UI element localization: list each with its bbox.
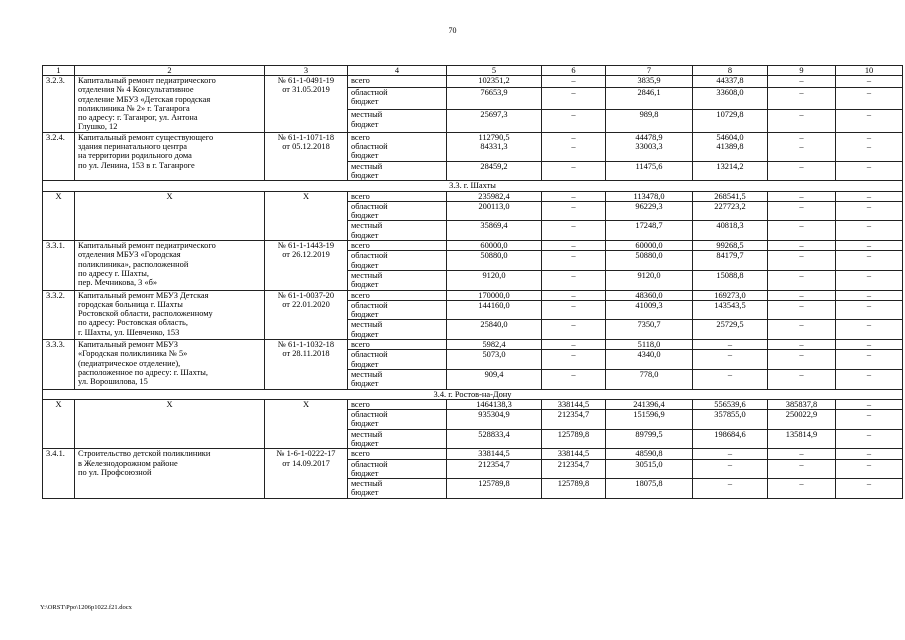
item-number: 3.2.4. <box>43 132 75 180</box>
value-cell-v5: 212354,7 <box>447 459 542 479</box>
value-cell-v9: – <box>768 76 836 88</box>
value-cell-v8: 99268,5 <box>693 241 768 251</box>
value-cell-v7: 778,0 <box>606 369 693 389</box>
funding-source: местный бюджет <box>348 429 447 449</box>
value-cell-v8: – <box>693 340 768 350</box>
value-cell-v6: – <box>542 221 606 241</box>
value-cell-v5: 170000,0 <box>447 290 542 300</box>
value-cell-v5: 102351,2 <box>447 76 542 88</box>
value-cell-v5: 338144,5 <box>447 449 542 459</box>
value-cell-v8: 169273,0 <box>693 290 768 300</box>
header-cell: 2 <box>75 66 265 76</box>
value-cell-v6: – <box>542 241 606 251</box>
value-cell-v7: 48360,0 <box>606 290 693 300</box>
value-cell-v6: – <box>542 300 606 320</box>
value-cell-v8: 15088,8 <box>693 270 768 290</box>
value-cell-v10: – <box>836 290 903 300</box>
value-cell-v6: 212354,7 <box>542 410 606 430</box>
value-cell-v5: 528833,4 <box>447 429 542 449</box>
value-cell-v7: 30515,0 <box>606 459 693 479</box>
value-cell-v8: – <box>693 479 768 499</box>
value-cell-v6: 338144,5 <box>542 399 606 409</box>
funding-source: местный бюджет <box>348 161 447 181</box>
value-cell-v6: – <box>542 320 606 340</box>
funding-source: всего <box>348 399 447 409</box>
value-cell-v9: – <box>768 110 836 133</box>
value-cell-v9: 250022,9 <box>768 410 836 430</box>
item-number: 3.3.1. <box>43 241 75 290</box>
value-cell-v9: – – <box>768 132 836 161</box>
value-cell-v8: 556539,6 <box>693 399 768 409</box>
funding-source: местный бюджет <box>348 369 447 389</box>
funding-source: областной бюджет <box>348 201 447 221</box>
value-cell-v6: 338144,5 <box>542 449 606 459</box>
item-name: X <box>75 399 265 448</box>
funding-source: всего <box>348 449 447 459</box>
value-cell-v6: – <box>542 201 606 221</box>
item-name: X <box>75 191 265 240</box>
item-document: № 61-1-0037-20 от 22.01.2020 <box>265 290 348 339</box>
value-cell-v9: – <box>768 320 836 340</box>
item-name: Капитальный ремонт МБУЗ Детская городская больница г. Шахты Ростовской области, расположенному по адресу: Ростовская область, г. Шахты, ул. Шевченко, 153 <box>75 290 265 339</box>
header-cell: 6 <box>542 66 606 76</box>
funding-source: областной бюджет <box>348 459 447 479</box>
funding-source: областной бюджет <box>348 300 447 320</box>
funding-source: областной бюджет <box>348 410 447 430</box>
table-row <box>43 290 903 300</box>
value-cell-v8: 40818,3 <box>693 221 768 241</box>
value-cell-v7: 89799,5 <box>606 429 693 449</box>
value-cell-v6: – <box>542 350 606 370</box>
value-cell-v8: – <box>693 449 768 459</box>
value-cell-v5: 125789,8 <box>447 479 542 499</box>
value-cell-v9: – <box>768 251 836 271</box>
item-document: X <box>265 399 348 448</box>
value-cell-v10: – <box>836 459 903 479</box>
value-cell-v10: – <box>836 201 903 221</box>
value-cell-v7: 113478,0 <box>606 191 693 201</box>
value-cell-v9: – <box>768 479 836 499</box>
item-number: 3.3.2. <box>43 290 75 339</box>
value-cell-v10: – <box>836 449 903 459</box>
value-cell-v7: 151596,9 <box>606 410 693 430</box>
header-cell: 3 <box>265 66 348 76</box>
value-cell-v5: 60000,0 <box>447 241 542 251</box>
table-row <box>43 76 903 88</box>
value-cell-v6: – – <box>542 132 606 161</box>
value-cell-v9: – <box>768 369 836 389</box>
table-row <box>43 399 903 409</box>
funding-source: местный бюджет <box>348 270 447 290</box>
value-cell-v9: – <box>768 350 836 370</box>
funding-source: всего <box>348 76 447 88</box>
value-cell-v7: 60000,0 <box>606 241 693 251</box>
file-path-footer: Y:\ORST\Ppo\1206p1022.f21.docx <box>40 604 132 611</box>
value-cell-v10: – – <box>836 132 903 161</box>
value-cell-v7: 48590,8 <box>606 449 693 459</box>
item-number: X <box>43 191 75 240</box>
value-cell-v7: 17248,7 <box>606 221 693 241</box>
header-cell: 5 <box>447 66 542 76</box>
value-cell-v10: – <box>836 251 903 271</box>
value-cell-v6: – <box>542 76 606 88</box>
value-cell-v5: 5982,4 <box>447 340 542 350</box>
value-cell-v5: 76653,9 <box>447 87 542 109</box>
item-name: Капитальный ремонт педиатрического отделения № 4 Консультативное отделение МБУЗ «Детская городская поликлиника № 2» г. Таганрога по адресу: г. Таганрог, ул. Антона Глушко, 12 <box>75 76 265 133</box>
value-cell-v7: 50880,0 <box>606 251 693 271</box>
value-cell-v8: 268541,5 <box>693 191 768 201</box>
header-cell: 9 <box>768 66 836 76</box>
value-cell-v9: – <box>768 201 836 221</box>
value-cell-v7: 5118,0 <box>606 340 693 350</box>
value-cell-v7: 18075,8 <box>606 479 693 499</box>
value-cell-v10: – <box>836 369 903 389</box>
value-cell-v5: 35869,4 <box>447 221 542 241</box>
section-title: 3.3. г. Шахты <box>43 181 903 191</box>
value-cell-v5: 25697,3 <box>447 110 542 133</box>
value-cell-v7: 11475,6 <box>606 161 693 181</box>
value-cell-v6: 212354,7 <box>542 459 606 479</box>
funding-source: областной бюджет <box>348 251 447 271</box>
value-cell-v10: – <box>836 270 903 290</box>
value-cell-v8: 198684,6 <box>693 429 768 449</box>
value-cell-v8: – <box>693 350 768 370</box>
value-cell-v5: 9120,0 <box>447 270 542 290</box>
value-cell-v5: 28459,2 <box>447 161 542 181</box>
value-cell-v10: – <box>836 479 903 499</box>
funding-source: всего <box>348 290 447 300</box>
value-cell-v8: 84179,7 <box>693 251 768 271</box>
value-cell-v7: 9120,0 <box>606 270 693 290</box>
funding-source: всего <box>348 241 447 251</box>
section-row <box>43 181 903 191</box>
header-cell: 1 <box>43 66 75 76</box>
value-cell-v10: – <box>836 429 903 449</box>
item-document: № 1-6-1-0222-17 от 14.09.2017 <box>265 449 348 498</box>
value-cell-v7: 3835,9 <box>606 76 693 88</box>
value-cell-v9: – <box>768 270 836 290</box>
value-cell-v10: – <box>836 410 903 430</box>
value-cell-v7: 7350,7 <box>606 320 693 340</box>
value-cell-v8: 33608,0 <box>693 87 768 109</box>
value-cell-v9: – <box>768 191 836 201</box>
value-cell-v10: – <box>836 241 903 251</box>
value-cell-v6: 125789,8 <box>542 429 606 449</box>
value-cell-v9: – <box>768 241 836 251</box>
table-row <box>43 191 903 201</box>
value-cell-v9: – <box>768 221 836 241</box>
item-number: 3.4.1. <box>43 449 75 498</box>
value-cell-v7: 241396,4 <box>606 399 693 409</box>
value-cell-v10: – <box>836 320 903 340</box>
value-cell-v5: 935304,9 <box>447 410 542 430</box>
value-cell-v5: 5073,0 <box>447 350 542 370</box>
value-cell-v9: – <box>768 300 836 320</box>
value-cell-v5: 909,4 <box>447 369 542 389</box>
table-row <box>43 132 903 161</box>
header-row <box>43 66 903 76</box>
value-cell-v10: – <box>836 300 903 320</box>
item-document: № 61-1-0491-19 от 31.05.2019 <box>265 76 348 133</box>
value-cell-v9: – <box>768 459 836 479</box>
value-cell-v5: 1464138,3 <box>447 399 542 409</box>
value-cell-v7: 4340,0 <box>606 350 693 370</box>
funding-source: всего <box>348 340 447 350</box>
page-number: 70 <box>448 26 457 35</box>
value-cell-v7: 96229,3 <box>606 201 693 221</box>
value-cell-v10: – <box>836 221 903 241</box>
funding-source: областной бюджет <box>348 87 447 109</box>
section-row <box>43 389 903 399</box>
value-cell-v9: – <box>768 340 836 350</box>
value-cell-v8: 357855,0 <box>693 410 768 430</box>
table-row <box>43 340 903 350</box>
header-cell: 8 <box>693 66 768 76</box>
item-document: № 61-1-1071-18 от 05.12.2018 <box>265 132 348 180</box>
value-cell-v6: – <box>542 161 606 181</box>
value-cell-v9: 385837,8 <box>768 399 836 409</box>
value-cell-v5: 144160,0 <box>447 300 542 320</box>
value-cell-v8: 10729,8 <box>693 110 768 133</box>
table-row <box>43 449 903 459</box>
funding-source: местный бюджет <box>348 221 447 241</box>
value-cell-v8: 54604,0 41389,8 <box>693 132 768 161</box>
value-cell-v6: – <box>542 87 606 109</box>
header-cell: 7 <box>606 66 693 76</box>
item-document: X <box>265 191 348 240</box>
header-cell: 10 <box>836 66 903 76</box>
value-cell-v8: 13214,2 <box>693 161 768 181</box>
item-name: Капитальный ремонт существующего здания перинатального центра на территории родильного дома по ул. Ленина, 153 в г. Таганроге <box>75 132 265 180</box>
value-cell-v7: 41009,3 <box>606 300 693 320</box>
value-cell-v9: – <box>768 449 836 459</box>
value-cell-v10: – <box>836 110 903 133</box>
table-row <box>43 241 903 251</box>
value-cell-v7: 2846,1 <box>606 87 693 109</box>
item-name: Капитальный ремонт МБУЗ «Городская поликлиника № 5» (педиатрическое отделение), расположенное по адресу: г. Шахты, ул. Ворошилова, 15 <box>75 340 265 389</box>
value-cell-v7: 989,8 <box>606 110 693 133</box>
funding-source: всего <box>348 191 447 201</box>
item-number: X <box>43 399 75 448</box>
value-cell-v10: – <box>836 340 903 350</box>
funding-source: всего областной бюджет <box>348 132 447 161</box>
value-cell-v9: – <box>768 87 836 109</box>
header-cell: 4 <box>348 66 447 76</box>
value-cell-v8: – <box>693 369 768 389</box>
value-cell-v10: – <box>836 191 903 201</box>
value-cell-v8: 25729,5 <box>693 320 768 340</box>
value-cell-v5: 200113,0 <box>447 201 542 221</box>
value-cell-v6: – <box>542 340 606 350</box>
item-number: 3.3.3. <box>43 340 75 389</box>
value-cell-v6: – <box>542 110 606 133</box>
item-name: Капитальный ремонт педиатрического отделения МБУЗ «Городская поликлиника», расположенной по адресу г. Шахты, пер. Мечникова, 3 «б» <box>75 241 265 290</box>
value-cell-v8: 44337,8 <box>693 76 768 88</box>
value-cell-v6: 125789,8 <box>542 479 606 499</box>
value-cell-v5: 50880,0 <box>447 251 542 271</box>
value-cell-v9: 135814,9 <box>768 429 836 449</box>
value-cell-v9: – <box>768 290 836 300</box>
value-cell-v10: – <box>836 399 903 409</box>
value-cell-v6: – <box>542 270 606 290</box>
value-cell-v5: 25840,0 <box>447 320 542 340</box>
value-cell-v8: 143543,5 <box>693 300 768 320</box>
value-cell-v6: – <box>542 369 606 389</box>
value-cell-v8: – <box>693 459 768 479</box>
value-cell-v8: 227723,2 <box>693 201 768 221</box>
value-cell-v5: 235982,4 <box>447 191 542 201</box>
value-cell-v10: – <box>836 161 903 181</box>
value-cell-v7: 44478,9 33003,3 <box>606 132 693 161</box>
value-cell-v5: 112790,5 84331,3 <box>447 132 542 161</box>
item-name: Строительство детской поликлиники в Железнодорожном районе по ул. Профсоюзной <box>75 449 265 498</box>
item-document: № 61-1-1443-19 от 26.12.2019 <box>265 241 348 290</box>
value-cell-v9: – <box>768 161 836 181</box>
item-number: 3.2.3. <box>43 76 75 133</box>
value-cell-v6: – <box>542 191 606 201</box>
item-document: № 61-1-1032-18 от 28.11.2018 <box>265 340 348 389</box>
value-cell-v10: – <box>836 76 903 88</box>
funding-source: местный бюджет <box>348 479 447 499</box>
value-cell-v10: – <box>836 350 903 370</box>
value-cell-v6: – <box>542 251 606 271</box>
funding-source: областной бюджет <box>348 350 447 370</box>
budget-table <box>42 65 903 499</box>
funding-source: местный бюджет <box>348 110 447 133</box>
value-cell-v6: – <box>542 290 606 300</box>
funding-source: местный бюджет <box>348 320 447 340</box>
section-title: 3.4. г. Ростов-на-Дону <box>43 389 903 399</box>
value-cell-v10: – <box>836 87 903 109</box>
